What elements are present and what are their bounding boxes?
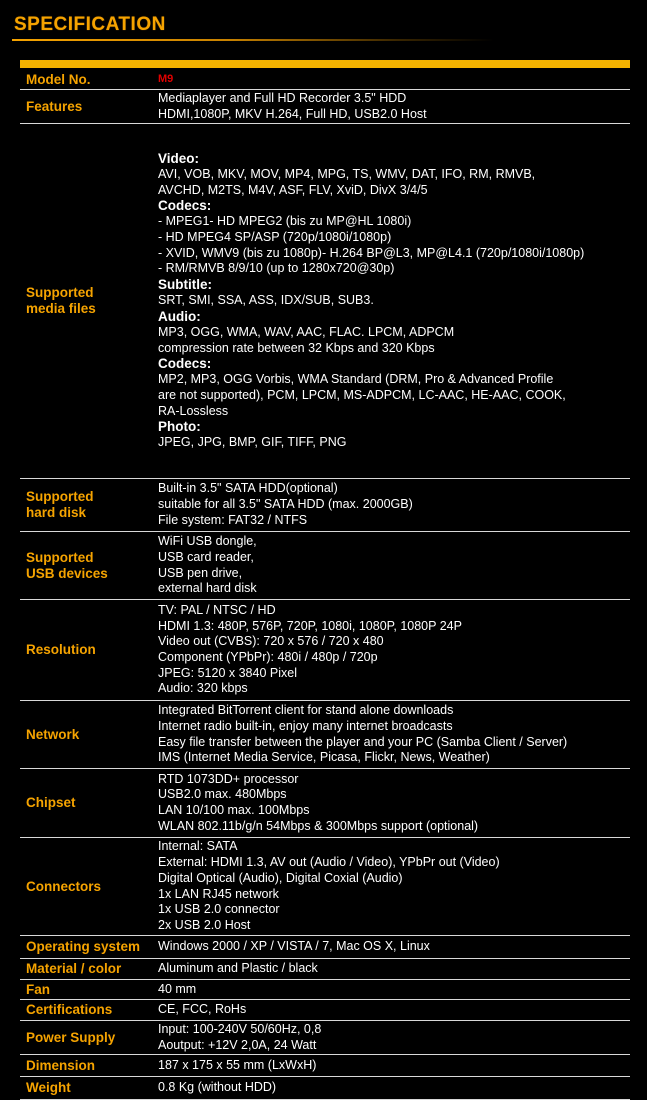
spec-label [20, 980, 150, 999]
spec-value-line: USB card reader, [158, 549, 254, 564]
spec-value-line: RA-Lossless [158, 403, 229, 418]
spec-value [150, 90, 630, 123]
spec-value-line: MP2, MP3, OGG Vorbis, WMA Standard (DRM, Pro & Advanced Profile [158, 372, 554, 387]
spec-value-line: 1x USB 2.0 connector [158, 902, 280, 917]
spec-value-line: Windows 2000 / XP / VISTA / 7, Mac OS X, Linux [158, 939, 430, 954]
spec-section-heading: Photo: [158, 419, 201, 435]
spec-value [150, 980, 630, 999]
spec-label [20, 1000, 150, 1020]
spec-row-supported-hard-disk [20, 479, 630, 532]
spec-value-line: Input: 100-240V 50/60Hz, 0,8 [158, 1021, 322, 1036]
spec-label-text: Power Supply [26, 1029, 116, 1045]
spec-value-line: Video out (CVBS): 720 x 576 / 720 x 480 [158, 634, 384, 649]
spec-row-resolution [20, 600, 630, 701]
spec-label-text: Dimension [26, 1057, 96, 1073]
spec-label-text: Weight [26, 1080, 71, 1095]
spec-value-line: Aoutput: +12V 2,0A, 24 Watt [158, 1037, 317, 1052]
spec-value [150, 701, 630, 768]
spec-value-line: - RM/RMVB 8/9/10 (up to 1280x720@30p) [158, 261, 395, 276]
spec-label-text: Material / color [26, 961, 122, 976]
spec-value-line: are not supported), PCM, LPCM, MS-ADPCM, LC-AAC, HE-AAC, COOK, [158, 387, 566, 402]
spec-value-line: - XVID, WMV9 (bis zu 1080p)- H.264 BP@L3, MP@L4.1 (720p/1080i/1080p) [158, 245, 585, 260]
page-title: SPECIFICATION [14, 14, 166, 35]
spec-value-line: MP3, OGG, WMA, WAV, AAC, FLAC. LPCM, ADPCM [158, 324, 455, 339]
spec-value-line: suitable for all 3.5" SATA HDD (max. 2000GB) [158, 497, 413, 512]
spec-value [150, 838, 630, 935]
spec-label [20, 479, 150, 531]
spec-label [20, 600, 150, 700]
spec-section-heading: Subtitle: [158, 277, 212, 293]
spec-label [20, 959, 150, 979]
spec-label [20, 532, 150, 599]
spec-value-line: USB2.0 max. 480Mbps [158, 787, 287, 802]
spec-value-line: Internal: SATA [158, 839, 238, 854]
spec-value [150, 769, 630, 837]
spec-label-text: Supported hard disk [26, 489, 94, 520]
spec-row-supported-usb-devices [20, 532, 630, 600]
spec-label [20, 936, 150, 958]
spec-value-line: Mediaplayer and Full HD Recorder 3.5" HDD [158, 90, 407, 105]
spec-value-line: WiFi USB dongle, [158, 534, 257, 549]
spec-value-line: HDMI,1080P, MKV H.264, Full HD, USB2.0 Host [158, 106, 427, 121]
spec-value-line: WLAN 802.11b/g/n 54Mbps & 300Mbps support (optional) [158, 818, 479, 833]
spec-row-model-no [20, 70, 630, 90]
spec-value-line: - HD MPEG4 SP/ASP (720p/1080i/1080p) [158, 230, 392, 245]
spec-value-line: 187 x 175 x 55 mm (LxWxH) [158, 1057, 317, 1072]
spec-value-line: 40 mm [158, 981, 197, 996]
spec-value-line: Digital Optical (Audio), Digital Coxial (Audio) [158, 870, 403, 885]
spec-label [20, 70, 150, 89]
spec-value-line: File system: FAT32 / NTFS [158, 512, 308, 527]
spec-value [150, 1021, 630, 1054]
spec-value-line: LAN 10/100 max. 100Mbps [158, 803, 310, 817]
spec-value-line: Internet radio built-in, enjoy many internet broadcasts [158, 718, 453, 733]
spec-label-text: Network [26, 726, 80, 742]
spec-section-heading: Codecs: [158, 356, 212, 372]
spec-label [20, 1055, 150, 1076]
spec-label-text: Certifications [26, 1002, 113, 1017]
spec-row-power-supply [20, 1021, 630, 1055]
spec-row-features [20, 90, 630, 124]
spec-value-line: JPEG: 5120 x 3840 Pixel [158, 665, 297, 680]
spec-label-text: Chipset [26, 795, 76, 810]
spec-value-line: external hard disk [158, 581, 257, 596]
page-header [0, 0, 647, 46]
spec-label [20, 1021, 150, 1054]
spec-value [150, 1000, 630, 1020]
spec-label-text: Model No. [26, 71, 91, 87]
spec-label-text: Connectors [26, 878, 102, 894]
spec-row-material-color [20, 959, 630, 980]
spec-label [20, 124, 150, 478]
spec-value-line: CE, FCC, RoHs [158, 1002, 247, 1017]
spec-label-text: Operating system [26, 939, 141, 954]
spec-value-line: Aluminum and Plastic / black [158, 961, 318, 976]
spec-value-line: Easy file transfer between the player and your PC (Samba Client / Server) [158, 734, 568, 749]
spec-value-line: 2x USB 2.0 Host [158, 917, 251, 932]
spec-value-line: External: HDMI 1.3, AV out (Audio / Video), YPbPr out (Video) [158, 855, 500, 870]
table-top-bar [20, 60, 630, 68]
specification-table [20, 70, 630, 1100]
spec-row-supported-media-files [20, 124, 630, 479]
spec-value-line: AVCHD, M2TS, M4V, ASF, FLV, XviD, DivX 3/4/5 [158, 182, 428, 197]
spec-label-text: Supported media files [26, 285, 96, 316]
spec-value [150, 936, 630, 958]
spec-row-network [20, 701, 630, 769]
spec-value [150, 600, 630, 700]
spec-label [20, 90, 150, 123]
spec-row-weight [20, 1077, 630, 1100]
spec-value-line: JPEG, JPG, BMP, GIF, TIFF, PNG [158, 435, 347, 450]
spec-value-line: compression rate between 32 Kbps and 320 Kbps [158, 340, 435, 355]
spec-label-text: Features [26, 98, 83, 114]
spec-value-line: IMS (Internet Media Service, Picasa, Flickr, News, Weather) [158, 750, 490, 765]
spec-value-line: AVI, VOB, MKV, MOV, MP4, MPG, TS, WMV, DAT, IFO, RM, RMVB, [158, 166, 536, 181]
spec-value [150, 124, 630, 478]
title-underline [12, 39, 494, 41]
spec-value-line: - MPEG1- HD MPEG2 (bis zu MP@HL 1080i) [158, 214, 412, 229]
spec-value-line: 1x LAN RJ45 network [158, 886, 279, 901]
spec-section-heading: Codecs: [158, 198, 212, 214]
spec-label-text: Fan [26, 981, 51, 997]
spec-value [150, 1077, 630, 1099]
spec-row-fan [20, 980, 630, 1000]
spec-value [150, 1055, 630, 1076]
spec-label-text: Resolution [26, 642, 96, 657]
spec-value [150, 70, 630, 89]
spec-value-line: HDMI 1.3: 480P, 576P, 720P, 1080i, 1080P, 1080P 24P [158, 618, 462, 633]
spec-label [20, 1077, 150, 1099]
spec-value [150, 959, 630, 979]
spec-value-line: TV: PAL / NTSC / HD [158, 602, 276, 617]
spec-row-dimension [20, 1055, 630, 1077]
spec-value-line: 0.8 Kg (without HDD) [158, 1080, 277, 1095]
spec-value-line: M9 [158, 72, 174, 85]
spec-value-line: Built-in 3.5" SATA HDD(optional) [158, 481, 338, 496]
spec-value-line: Integrated BitTorrent client for stand alone downloads [158, 703, 454, 718]
spec-value-line: Component (YPbPr): 480i / 480p / 720p [158, 650, 378, 664]
spec-row-chipset [20, 769, 630, 838]
spec-label [20, 701, 150, 768]
spec-row-connectors [20, 838, 630, 936]
spec-row-certifications [20, 1000, 630, 1021]
spec-section-heading: Video: [158, 150, 200, 166]
spec-value [150, 532, 630, 599]
spec-value-line: SRT, SMI, SSA, ASS, IDX/SUB, SUB3. [158, 293, 374, 308]
spec-value-line: USB pen drive, [158, 565, 243, 580]
spec-section-heading: Audio: [158, 308, 201, 324]
spec-label [20, 769, 150, 837]
spec-value-line: RTD 1073DD+ processor [158, 771, 299, 786]
spec-row-operating-system [20, 936, 630, 959]
spec-value-line: Audio: 320 kbps [158, 681, 248, 696]
spec-value [150, 479, 630, 531]
spec-label [20, 838, 150, 935]
spec-label-text: Supported USB devices [26, 549, 108, 581]
